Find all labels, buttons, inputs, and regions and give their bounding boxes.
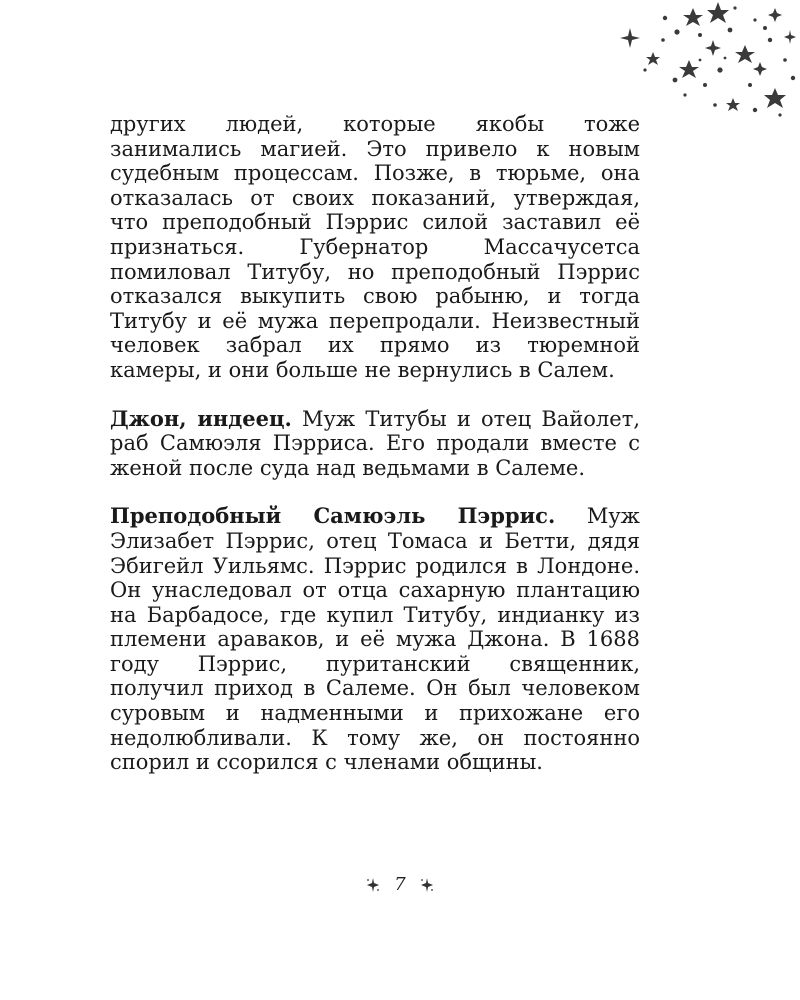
paragraph-text: других людей, которые якобы тоже занимались магией. Это привело к новым судебным процессам. Позже, в тюрьме, она отказалась от своих показаний, утверждая, что преподобный Пэррис силой заставил её признаться. Губернатор Массачусетса помиловал Титубу, но преподобный Пэррис отказался выкупить свою рабыню, и тогда Титубу и её мужа перепродали. Неизвестный человек забрал их прямо из тюремной камеры, и они больше не вернулись в Салем. bbox=[110, 112, 640, 382]
sparkle-ornament-icon bbox=[365, 877, 381, 893]
paragraph-heading: Джон, индеец. bbox=[110, 405, 292, 431]
paragraph-text: Муж Титубы и отец Вайолет, раб Самюэля Пэрриса. Его продали вместе с женой после суда над ведьмами в Салеме. bbox=[110, 406, 640, 480]
paragraph-text: Муж Элизабет Пэррис, отец Томаса и Бетти, дядя Эбигейл Уильямс. Пэррис родился в Лондоне. Он унаследовал от отца сахарную плантацию на Барбадосе, где купил Титубу, индианку из племени араваков, и её мужа Джона. В 1688 году Пэррис, пуританский священник, получил приход в Салеме. Он был человеком суровым и надменными и прихожане его недолюбливали. К тому же, он постоянно спорил и ссорился с членами общины. bbox=[110, 504, 641, 775]
page-number: 7 bbox=[394, 874, 406, 895]
page-text bbox=[110, 112, 640, 775]
sparkle-ornament-icon bbox=[419, 877, 435, 893]
paragraph-john bbox=[110, 407, 640, 481]
paragraph-parris bbox=[110, 504, 640, 775]
stars-cluster-icon bbox=[605, 0, 800, 125]
paragraph-tituba-continuation bbox=[110, 112, 640, 383]
paragraph-heading: Преподобный Самюэль Пэррис. bbox=[110, 503, 556, 529]
page-footer bbox=[0, 874, 800, 895]
